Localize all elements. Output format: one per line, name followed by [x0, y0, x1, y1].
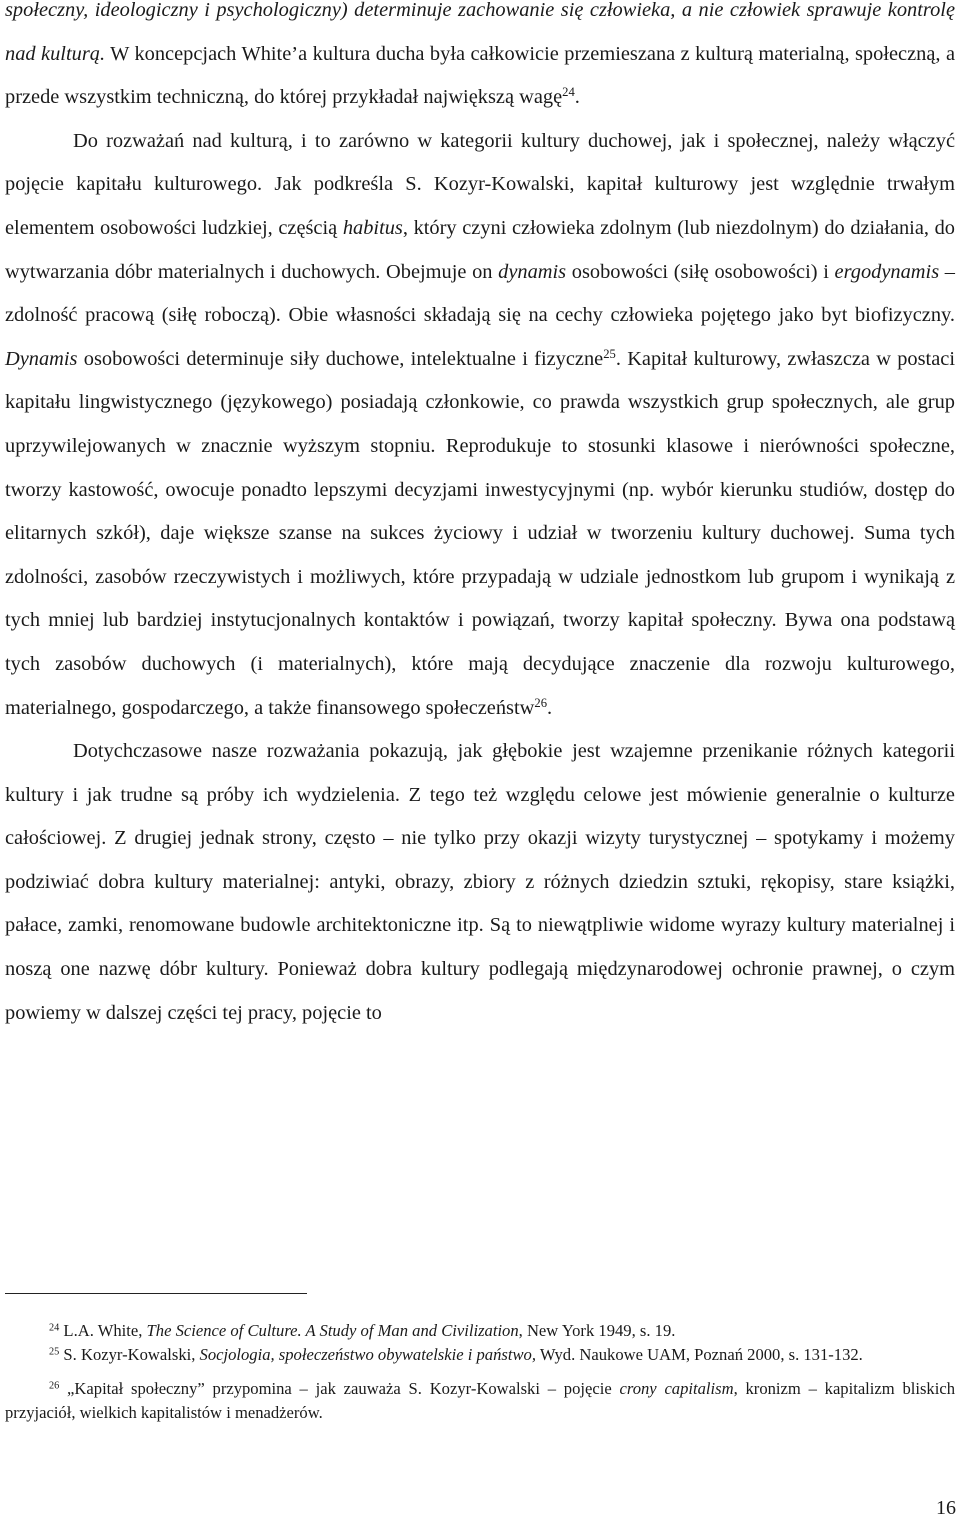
- footnote-24: [5, 1319, 955, 1343]
- text-run: .: [574, 86, 580, 109]
- text-run: Wyd. Naukowe UAM, Poznań 2000, s. 131-132.: [535, 1345, 863, 1364]
- footnote-ref: 24: [49, 1322, 60, 1334]
- paragraph-p1: [5, 0, 955, 120]
- text-run: osobowości determinuje siły duchowe, intelektualne i fizyczne: [77, 347, 604, 370]
- text-run: Do rozważań nad kulturą, i to zarówno w kategorii kultury duchowej, jak i społecznej, należy włączyć pojęcie kapitału kulturowego. Jak podkreśla S. Kozyr-Kowalski, kapitał kulturowy jest względnie trwałym elementem osobowości ludzkiej, częścią: [5, 129, 955, 239]
- footnote-25: [5, 1343, 955, 1367]
- text-run: „Kapitał społeczny” przypomina – jak zauważa S. Kozyr-Kowalski – pojęcie: [59, 1379, 620, 1398]
- document-page: [5, 0, 955, 1422]
- footnote-ref: 25: [603, 346, 616, 361]
- page-number: 16: [936, 1497, 956, 1519]
- italic-run: społeczny, ideologiczny i psychologiczny) determinuje zachowanie się człowieka, a nie człowiek sprawuje kontrolę nad kulturą.: [5, 0, 955, 65]
- text-run: , kronizm – kapitalizm bliskich przyjaciół, wielkich kapitalistów i menadżerów.: [5, 1379, 955, 1422]
- text-run: , który czyni człowieka zdolnym (lub niezdolnym) do działania, do wytwarzania dóbr materialnych i duchowych. Obejmuje on: [5, 216, 955, 283]
- italic-run: dynamis: [498, 260, 567, 283]
- footnote-ref: 26: [534, 695, 548, 710]
- footnotes: [5, 1319, 955, 1425]
- text-run: W koncepcjach White’a kultura ducha była całkowicie przemieszana z kulturą materialną, społeczną, a przede wszystkim techniczną, do której przykładał największą wagę: [5, 42, 955, 109]
- text-run: . Kapitał kulturowy, zwłaszcza w postaci kapitału lingwistycznego (językowego) posiadają członkowie, co prawda wszystkich grup społecznych, ale grup uprzywilejowanych w znacznie wyższym stopniu. Reprodukuje to stosunki klasowe i nierówności społeczne, tworzy kastowość, owocuje ponadto lepszymi decyzjami inwestycyjnymi (np. wybór kierunku studiów, dostęp do elitarnych szkół), daje większe szanse na sukces życiowy i udział w tworzeniu kultury duchowej. Suma tych zdolności, zasobów rzeczywistych i możliwych, które przypadają w udziale jednostkom lub grupom i wynikają z tych mniej lub bardziej instytucjonalnych kontaktów i powiązań, tworzy kapitał społeczny. Bywa ona podstawą tych zasobów duchowych (i materialnych), które mają decydujące znaczenie dla rozwoju kulturowego, materialnego, gospodarczego, a także finansowego społeczeństw: [5, 347, 955, 719]
- text-run: L.A. White,: [59, 1321, 147, 1340]
- body-text: [5, 0, 955, 1035]
- paragraph-p3: [5, 730, 955, 1035]
- footnote-26: [5, 1377, 955, 1425]
- text-run: , New York 1949, s. 19.: [518, 1321, 676, 1340]
- italic-run: ergodynamis: [834, 260, 940, 283]
- paragraph-p2: [5, 120, 955, 730]
- text-run: S. Kozyr-Kowalski,: [59, 1345, 200, 1364]
- footnote-ref: 25: [49, 1346, 60, 1358]
- italic-run: habitus: [342, 216, 403, 239]
- italic-run: The Science of Culture. A Study of Man and Civilization: [146, 1321, 519, 1340]
- text-run: .: [547, 696, 553, 719]
- footnote-ref: 26: [49, 1380, 60, 1392]
- italic-run: crony capitalism: [619, 1379, 734, 1398]
- footnote-separator: [5, 1293, 307, 1294]
- text-run: – zdolność pracową (siłę roboczą). Obie własności składają się na cechy człowieka pojętego jako byt biofizyczny.: [5, 260, 955, 327]
- text-run: osobowości (siłę osobowości) i: [566, 260, 835, 283]
- italic-run: Dynamis: [5, 347, 78, 370]
- text-run: Dotychczasowe nasze rozważania pokazują, jak głębokie jest wzajemne przenikanie różnych kategorii kultury i jak trudne są próby ich wydzielenia. Z tego też względu celowe jest mówienie generalnie o kulturze całościowej. Z drugiej jednak strony, często – nie tylko przy okazji wizyty turystycznej – spotykamy i możemy podziwiać dobra kultury materialnej: antyki, obrazy, zbiory z różnych dziedzin sztuki, rękopisy, stare książki, pałace, zamki, renomowane budowle architektoniczne itp. Są to niewątpliwie widome wyrazy kultury materialnej i noszą one nazwę dóbr kultury. Ponieważ dobra kultury podlegają międzynarodowej ochronie prawnej, o czym powiemy w dalszej części tej pracy, pojęcie to: [5, 740, 955, 1024]
- italic-run: Socjologia, społeczeństwo obywatelskie i państwo,: [199, 1345, 536, 1364]
- footnote-ref: 24: [562, 85, 575, 100]
